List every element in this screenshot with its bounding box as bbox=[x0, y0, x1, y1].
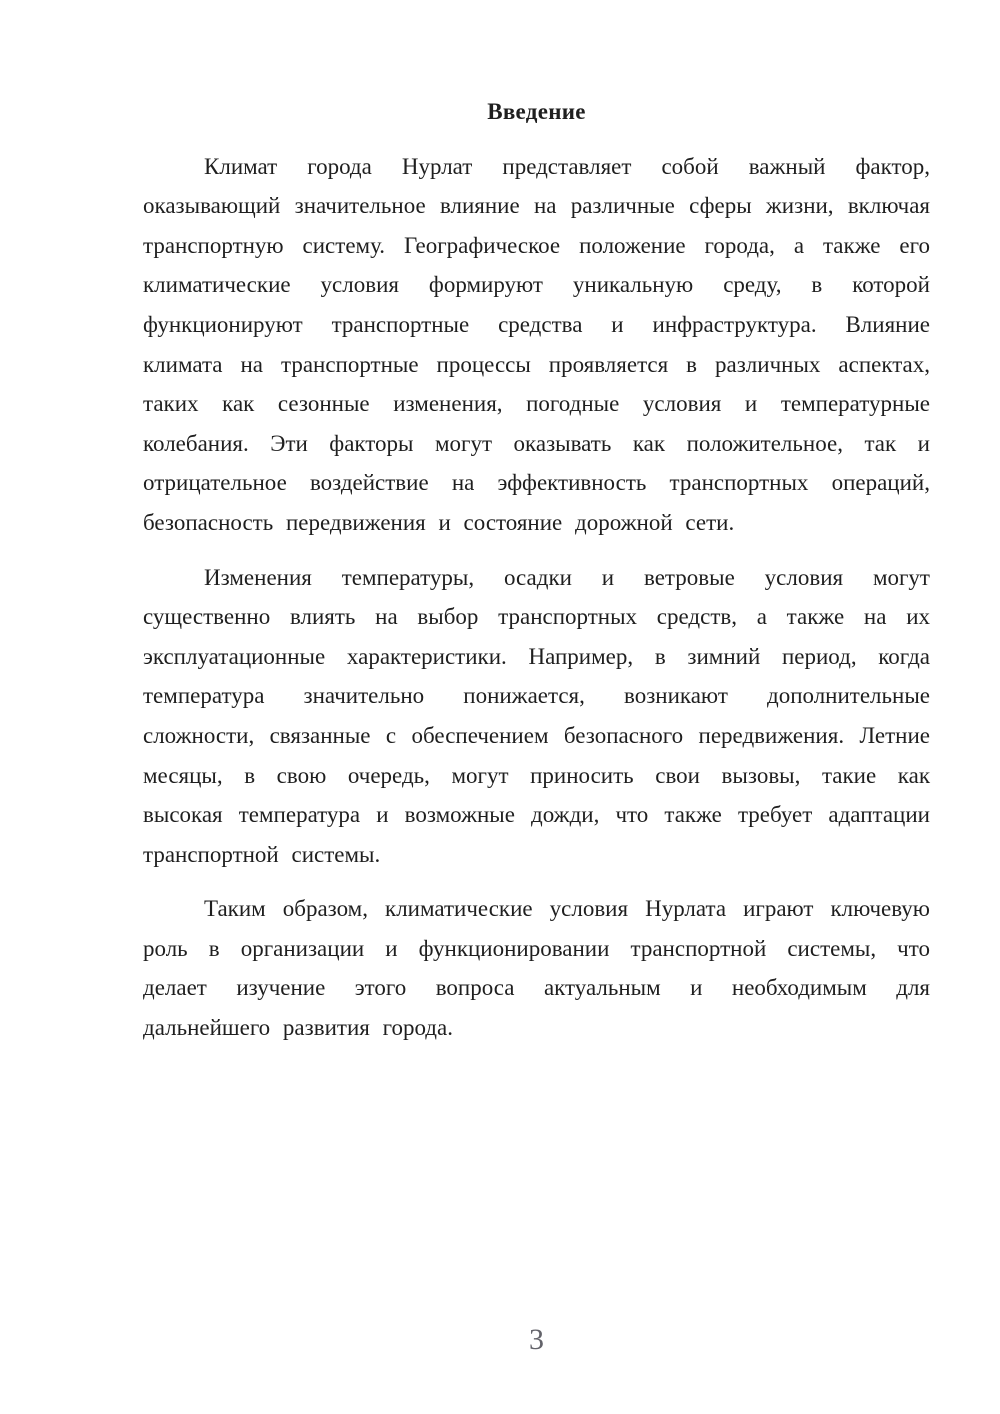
paragraph-3: Таким образом, климатические условия Нурлата играют ключевую роль в организации и функционировании транспортной системы, что делает изучение этого вопроса актуальным и необходимым для дальнейшего развития города. bbox=[143, 896, 930, 1041]
document-title: Введение bbox=[487, 99, 586, 124]
paragraph-1: Климат города Нурлат представляет собой важный фактор, оказывающий значительное влияние на различные сферы жизни, включая транспортную систему. Географическое положение города, а также его климатические условия формируют уникальную среду, в которой функционируют транспортные средства и инфраструктура. Влияние климата на транспортные процессы проявляется в различных аспектах, таких как сезонные изменения, погодные условия и температурные колебания. Эти факторы могут оказывать как положительное, так и отрицательное воздействие на эффективность транспортных операций, безопасность передвижения и состояние дорожной сети. bbox=[143, 153, 930, 535]
document-content bbox=[143, 92, 930, 1063]
paragraph-2: Изменения температуры, осадки и ветровые условия могут существенно влиять на выбор транспортных средств, а также на их эксплуатационные характеристики. Например, в зимний период, когда температура значительно понижается, возникают дополнительные сложности, связанные с обеспечением безопасного передвижения. Летние месяцы, в свою очередь, могут приносить свои вызовы, такие как высокая температура и возможные дожди, что также требует адаптации транспортной системы. bbox=[143, 564, 930, 867]
page-number: 3 bbox=[529, 1323, 544, 1356]
